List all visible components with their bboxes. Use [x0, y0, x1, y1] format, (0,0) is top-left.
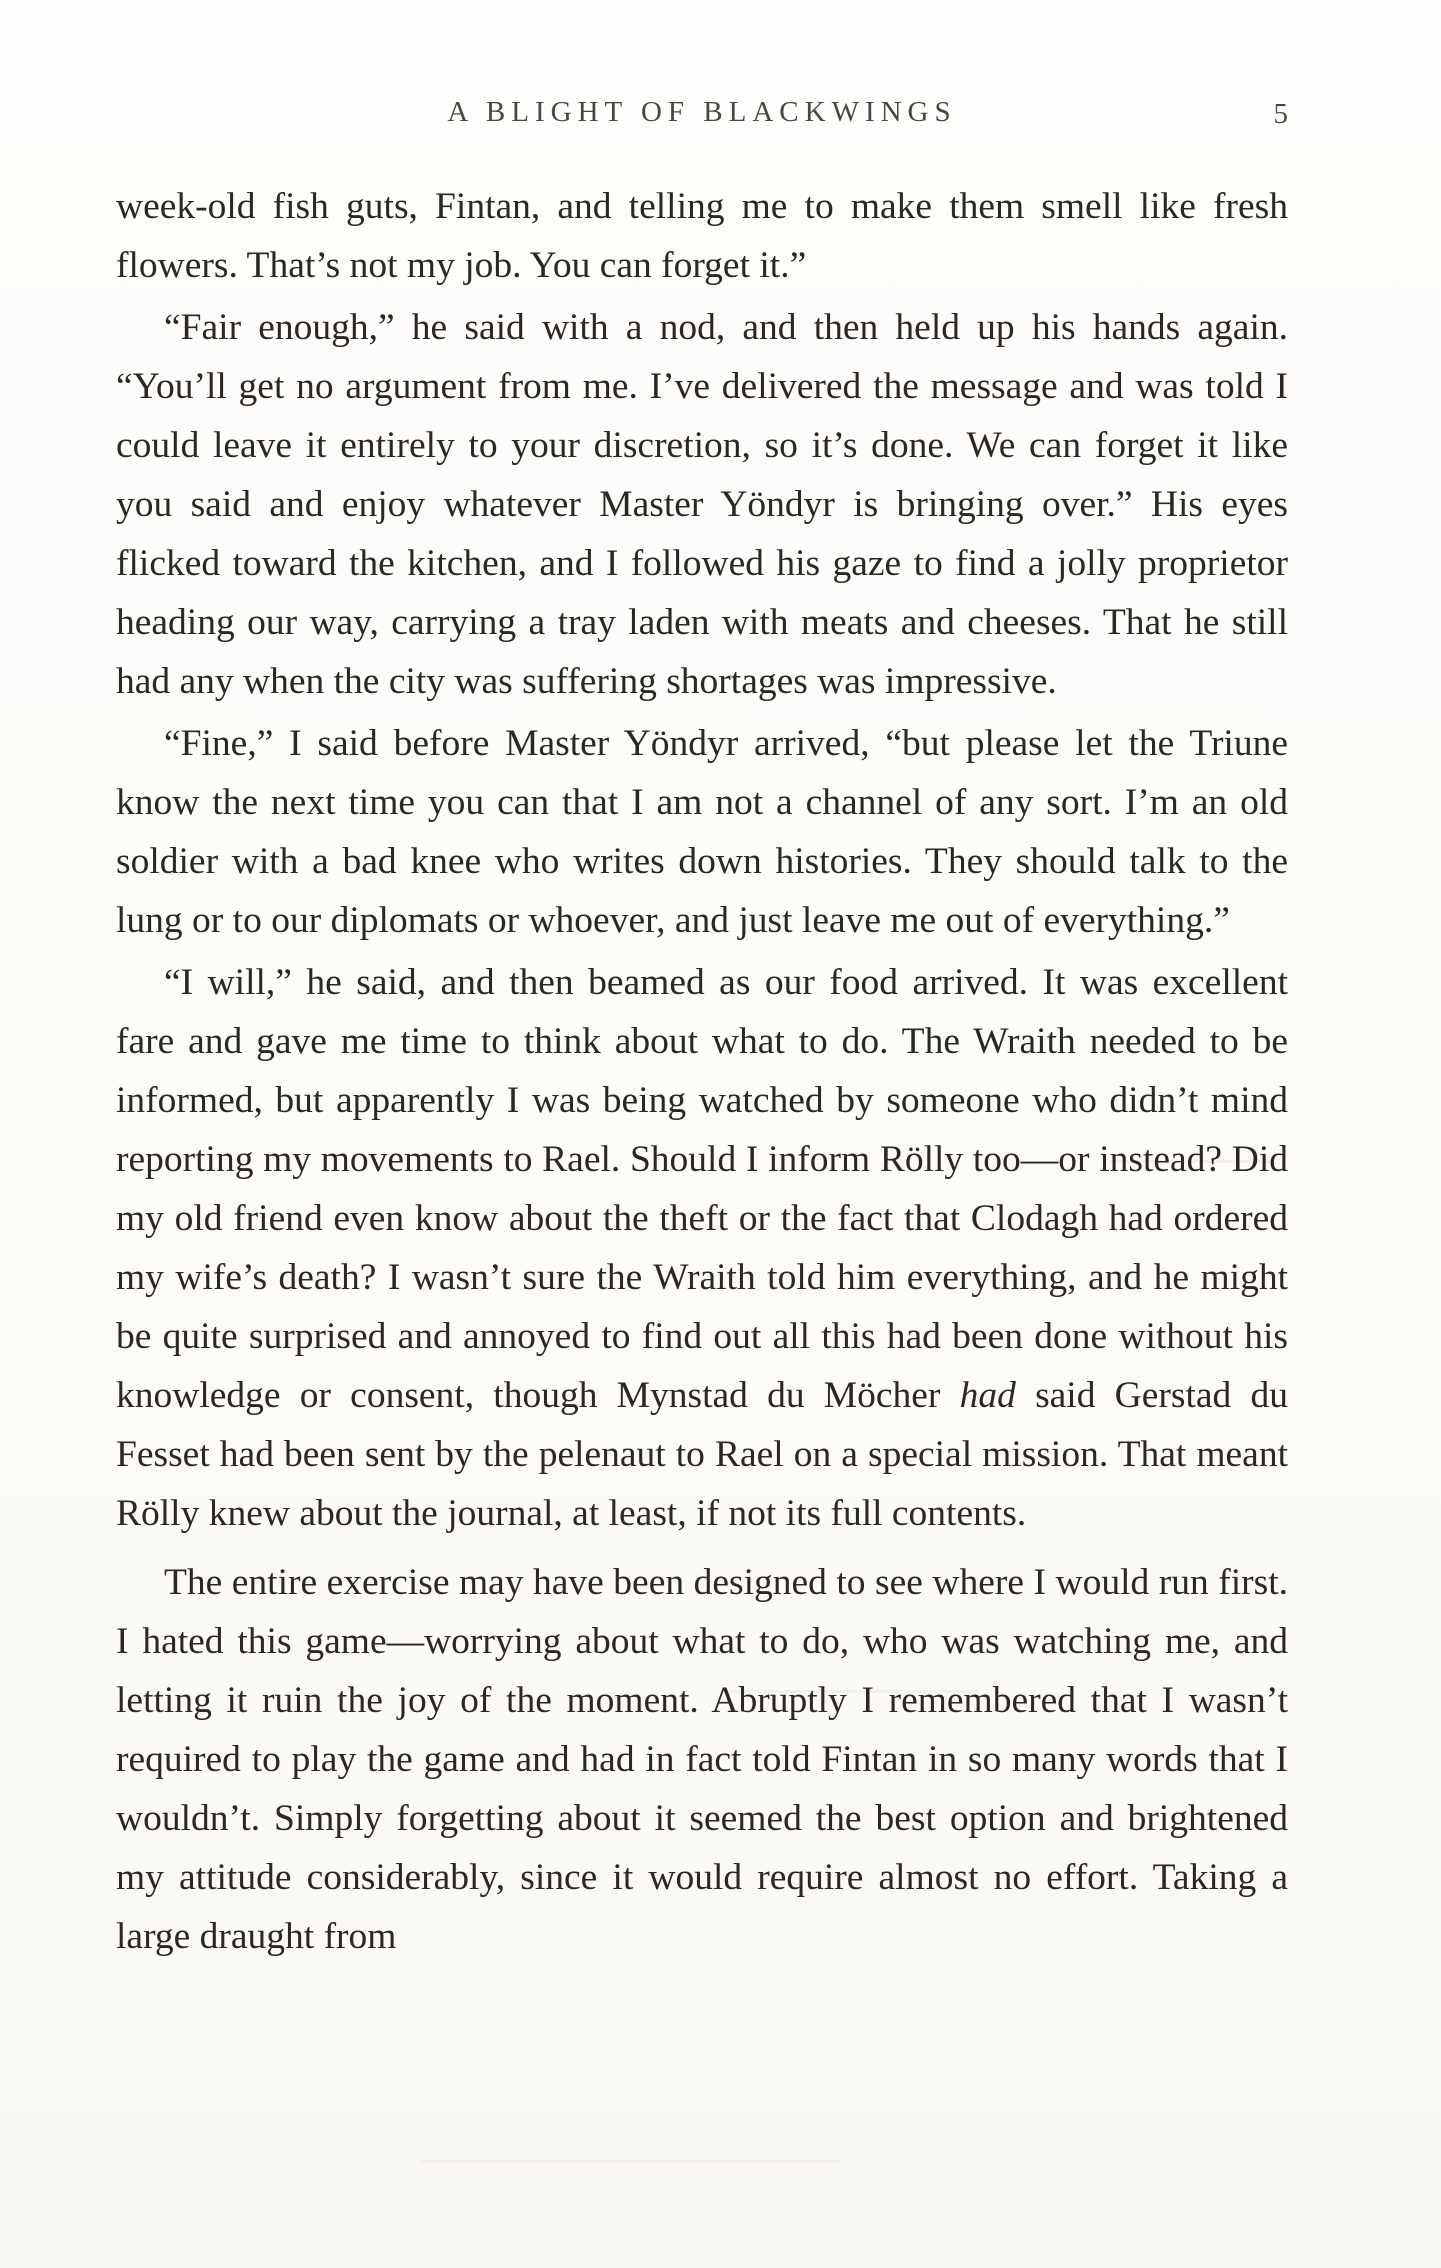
paragraph-text: “I will,” he said, and then beamed as our food arrived. It was excellent fare and gave me time to think about what to do. The Wraith needed to be informed, but apparently I was being watched by someone who didn’t mind reporting my movements to Rael. Should I inform Rölly too—or instead? Did my old friend even know about the theft or the fact that Clodagh had ordered my wife’s death? I wasn’t sure the Wraith told him everything, and he might be quite surprised and annoyed to find out all this had been done without his knowledge or consent, though Mynstad du Möcher	[116, 962, 1288, 1416]
paragraph-text: The entire exercise may have been designed to see where I would run first. I hated this game—worrying about what to do, who was watching me, and letting it ruin the joy of the moment. Abruptly I remembered that I wasn’t required to play the game and had in fact told Fintan in so many words that I wouldn’t. Simply forgetting about it seemed the best option and brightened my attitude considerably, since it would require almost no effort. Taking a large draught from	[116, 1562, 1288, 1957]
paragraph-text: said Gerstad du Fesset had been sent by the pelenaut to Rael on a special mission. That meant Rölly knew about the journal, at least, if not its full contents.	[116, 1375, 1288, 1534]
paragraph	[116, 298, 1288, 711]
paragraph-text: week-old fish guts, Fintan, and telling me to make them smell like fresh flowers. That’s not my job. You can forget it.”	[116, 186, 1288, 286]
page-header	[116, 96, 1288, 140]
paragraph	[116, 177, 1288, 295]
paragraph-text: “Fine,” I said before Master Yöndyr arrived, “but please let the Triune know the next time you can that I am not a channel of any sort. I’m an old soldier with a bad knee who writes down histories. They should talk to the lung or to our diplomats or whoever, and just leave me out of everything.”	[116, 723, 1288, 941]
paragraph	[116, 1553, 1288, 1966]
running-head: A BLIGHT OF BLACKWINGS	[447, 96, 957, 128]
bleed-through-mark	[420, 2160, 840, 2163]
paragraph	[116, 714, 1288, 950]
paragraph-text: “Fair enough,” he said with a nod, and then held up his hands again. “You’ll get no argument from me. I’ve delivered the message and was told I could leave it entirely to your discretion, so it’s done. We can forget it like you said and enjoy whatever Master Yöndyr is bringing over.” His eyes flicked toward the kitchen, and I followed his gaze to find a jolly proprietor heading our way, carrying a tray laden with meats and cheeses. That he still had any when the city was suffering shortages was impressive.	[116, 307, 1288, 702]
emphasis-text: had	[959, 1375, 1016, 1416]
page-number: 5	[1273, 98, 1288, 130]
body-text	[116, 177, 1288, 1969]
paragraph	[116, 953, 1288, 1543]
